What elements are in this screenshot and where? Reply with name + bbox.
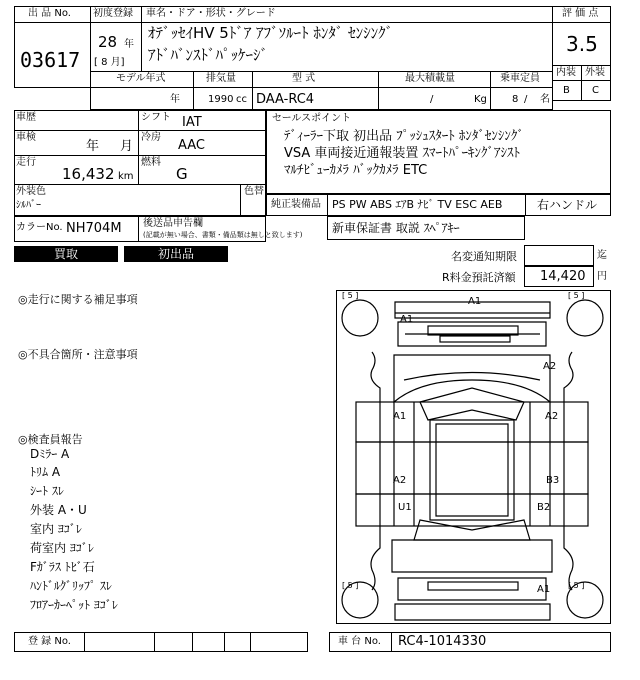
tire-fr-label: [ 5 ]: [568, 291, 585, 300]
sales-point-line-2: VSA 車両接近通報装置 ｽﾏｰﾄﾊﾟｰｷﾝｸﾞｱｼｽﾄ: [284, 146, 521, 161]
color-no-label: カラーNo.: [16, 222, 63, 233]
report-item: ﾌﾛｱｰｶｰﾍﾟｯﾄ ﾖｺﾞﾚ: [30, 598, 118, 612]
max-load-label: 最大積載量: [405, 73, 455, 84]
capacity-unit: 名: [540, 94, 550, 105]
mark-front-bumper: A1: [468, 296, 482, 307]
mark-left-door: A1: [393, 411, 407, 422]
capacity-value: 8: [512, 94, 519, 105]
report-item: ｼｰﾄ ｽﾚ: [30, 484, 64, 498]
equipment-label: 純正装備品: [271, 199, 321, 210]
reg-no-label: 登 録 No.: [28, 636, 71, 647]
mileage-value: 16,432: [62, 165, 115, 183]
color-change-label: 色替: [244, 186, 264, 197]
type-label: 型 式: [292, 73, 316, 84]
tire-fl-label: [ 5 ]: [342, 291, 359, 300]
mark-rear-bumper: A1: [537, 584, 551, 595]
model-year-label: モデル年式: [116, 73, 166, 84]
report-item: 荷室内 ﾖｺﾞﾚ: [30, 541, 94, 555]
tire-front-right: [567, 300, 603, 336]
interior-label: 内装: [556, 67, 576, 78]
recycle-value: 14,420: [540, 269, 586, 284]
exterior-color-value: ｼﾙﾊﾞｰ: [16, 200, 41, 211]
steering-value: 右ハンドル: [537, 198, 598, 212]
first-reg-label: 初度登録: [93, 8, 133, 19]
inspector-report-label: ◎検査員報告: [18, 433, 83, 446]
model-year-unit: 年: [170, 94, 180, 105]
recycle-unit: 円: [597, 271, 607, 282]
exterior-color-label: 外装色: [16, 186, 46, 197]
grade-score: 3.5: [566, 32, 598, 56]
chassis-value: RC4-1014330: [398, 634, 487, 649]
car-name-line2: ｱﾄﾞﾊﾞﾝｽﾄﾞﾊﾟｯｹｰｼﾞ: [148, 46, 269, 64]
mark-right-front: A2: [543, 361, 557, 372]
first-reg-year: 28: [98, 33, 118, 51]
displacement-label: 排気量: [206, 73, 236, 84]
report-item: Fｶﾞﾗｽ ﾄﾋﾞ石: [30, 560, 95, 574]
sales-point-line-1: ﾃﾞｨｰﾗｰ下取 初出品 ﾌﾟｯｼｭｽﾀｰﾄ ﾎﾝﾀﾞｾﾝｼﾝｸﾞ: [284, 129, 524, 144]
capacity-slash: /: [524, 94, 528, 105]
period-unit: 迄: [597, 250, 607, 261]
badge-first-listing: 初出品: [124, 246, 228, 262]
post-application-label: 後送品申告欄: [143, 218, 203, 229]
capacity-label: 乗車定員: [500, 73, 540, 84]
type-value: DAA-RC4: [256, 92, 315, 107]
mark-front-grille: A1: [400, 314, 414, 325]
car-name-line1: ｵﾃﾞｯｾｲHV 5ﾄﾞｱ ｱﾌﾞｿﾙｰﾄ ﾎﾝﾀﾞ ｾﾝｼﾝｸﾞ: [148, 24, 394, 42]
exterior-label: 外装: [585, 67, 605, 78]
lot-number: 03617: [20, 48, 81, 72]
report-item: 室内 ﾖｺﾞﾚ: [30, 522, 82, 536]
ac-value: AAC: [178, 138, 205, 153]
first-reg-month: [ 8 月]: [94, 57, 125, 68]
car-name-label: 車名・ドア・形状・グレード: [146, 8, 276, 19]
equipment-value: PS PW ABS ｴｱB ﾅﾋﾞ TV ESC AEB: [332, 198, 503, 211]
shift-label: シフト: [141, 112, 171, 123]
sales-points-label: セールスポイント: [272, 113, 352, 124]
ac-label: 冷房: [141, 132, 161, 143]
load-unit: Kg: [474, 94, 487, 105]
mileage-unit: km: [118, 171, 134, 182]
lot-label: 出 品 No.: [28, 8, 71, 19]
inspection-month-unit: 月: [120, 139, 134, 154]
mark-left-sill: U1: [398, 502, 412, 513]
color-no-value: NH704M: [66, 221, 122, 236]
sales-point-line-3: ﾏﾙﾁﾋﾞｭｰｶﾒﾗ ﾊﾞｯｸｶﾒﾗ ETC: [284, 163, 428, 178]
report-item: Dﾐﾗｰ A: [30, 447, 70, 461]
displacement-unit: cc: [236, 94, 247, 105]
mark-right-door: A2: [545, 411, 559, 422]
grade-label: 評 価 点: [562, 8, 599, 19]
period-label: 名変通知期限: [451, 250, 517, 263]
tire-front-left: [342, 300, 378, 336]
mark-right-rear: B3: [546, 475, 560, 486]
badge-buyout: 買取: [14, 246, 118, 262]
fuel-value: G: [176, 165, 188, 183]
inspection-label: 車検: [16, 132, 36, 143]
warranty-value: 新車保証書 取説 ｽﾍﾟｱｷｰ: [332, 221, 460, 235]
mark-right-sill: B2: [537, 502, 551, 513]
history-label: 車歴: [16, 112, 36, 123]
tire-rr-label: [ 5 ]: [568, 581, 585, 590]
driving-notes-label: ◎走行に関する補足事項: [18, 293, 138, 306]
mark-left-rear: A2: [393, 475, 407, 486]
load-slash: /: [430, 94, 434, 105]
chassis-label: 車 台 No.: [338, 636, 381, 647]
inspection-year-unit: 年: [86, 139, 100, 154]
mileage-label: 走行: [16, 157, 36, 168]
fuel-label: 燃料: [141, 157, 161, 168]
post-application-note: (記載が無い場合、書類・備品類は無しと致します): [143, 231, 303, 239]
defects-label: ◎不具合箇所・注意事項: [18, 348, 138, 361]
tire-rl-label: [ 5 ]: [342, 581, 359, 590]
report-item: ﾊﾝﾄﾞﾙｸﾞﾘｯﾌﾟ ｽﾚ: [30, 579, 112, 593]
report-item: 外装 A・U: [30, 503, 87, 517]
displacement-value: 1990: [208, 94, 234, 105]
shift-value: IAT: [182, 115, 202, 130]
report-item: ﾄﾘﾑ A: [30, 465, 61, 479]
first-reg-year-unit: 年: [124, 39, 134, 50]
exterior-grade: C: [592, 85, 599, 96]
recycle-label: R料金預託済額: [442, 271, 516, 284]
interior-grade: B: [563, 85, 570, 96]
